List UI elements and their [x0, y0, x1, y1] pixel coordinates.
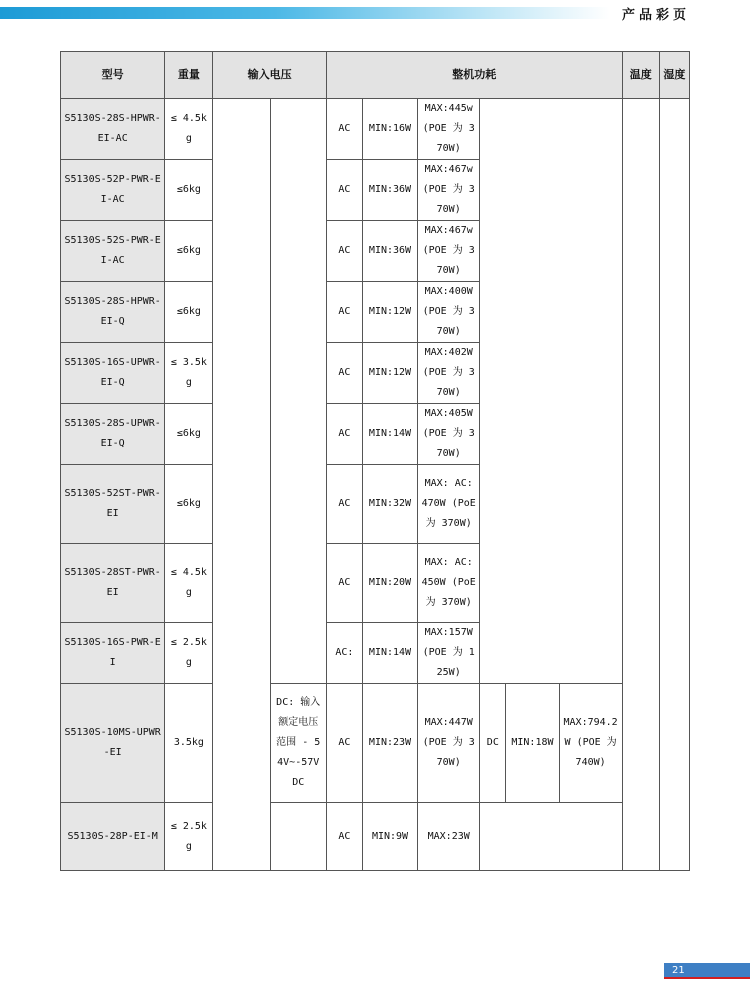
header-title: 产品彩页: [622, 8, 691, 23]
model-cell: S5130S-28S-HPWR-EI-AC: [61, 99, 165, 160]
model-cell: S5130S-16S-PWR-EI: [61, 623, 165, 684]
max-cell: MAX:400W (POE 为 370W): [418, 282, 480, 343]
model-cell: S5130S-52ST-PWR-EI: [61, 465, 165, 544]
dc-cell: DC: [480, 684, 506, 803]
weight-cell: ≤6kg: [165, 282, 213, 343]
max-cell: MAX:467w (POE 为 370W): [418, 221, 480, 282]
ac-cell: AC: [326, 465, 362, 544]
max-cell: MAX:402W (POE 为 370W): [418, 343, 480, 404]
model-cell: S5130S-28P-EI-M: [61, 803, 165, 871]
table-row: [61, 803, 690, 871]
weight-cell: ≤6kg: [165, 160, 213, 221]
model-cell: S5130S-52P-PWR-EI-AC: [61, 160, 165, 221]
ac-cell: AC:: [326, 623, 362, 684]
weight-cell: ≤6kg: [165, 465, 213, 544]
model-cell: S5130S-16S-UPWR-EI-Q: [61, 343, 165, 404]
page-number: 21: [664, 963, 750, 979]
weight-cell: ≤ 2.5kg: [165, 623, 213, 684]
max-cell: MAX:447W (POE 为 370W): [418, 684, 480, 803]
dc-power-blank: [480, 803, 622, 871]
ac-cell: AC: [326, 160, 362, 221]
max-cell: MAX:157W (POE 为 125W): [418, 623, 480, 684]
humidity-blank: [659, 99, 689, 871]
table-row: [61, 684, 690, 803]
header-model: 型号: [61, 52, 165, 99]
weight-cell: ≤6kg: [165, 404, 213, 465]
max-cell: MAX:23W: [418, 803, 480, 871]
weight-cell: ≤ 3.5kg: [165, 343, 213, 404]
ac-cell: AC: [326, 282, 362, 343]
min-cell: MIN:9W: [362, 803, 417, 871]
max-cell: MAX:445w (POE 为 370W): [418, 99, 480, 160]
min-cell: MIN:23W: [362, 684, 417, 803]
min-cell: MIN:12W: [362, 282, 417, 343]
dc-input-cell: DC: 输入额定电压范围 - 54V~-57V DC: [270, 684, 326, 803]
temperature-blank: [622, 99, 659, 871]
header-weight: 重量: [165, 52, 213, 99]
dc-input-blank: [270, 99, 326, 684]
ac-cell: AC: [326, 221, 362, 282]
min-cell: MIN:14W: [362, 404, 417, 465]
ac-cell: AC: [326, 99, 362, 160]
input-voltage-blank: [213, 99, 270, 871]
model-cell: S5130S-28ST-PWR-EI: [61, 544, 165, 623]
min-cell: MIN:20W: [362, 544, 417, 623]
model-cell: S5130S-28S-HPWR-EI-Q: [61, 282, 165, 343]
max-cell: MAX: AC: 470W (PoE 为 370W): [418, 465, 480, 544]
max-cell: MAX:405W (POE 为 370W): [418, 404, 480, 465]
ac-cell: AC: [326, 404, 362, 465]
header-input-voltage: 输入电压: [213, 52, 326, 99]
table-row: [61, 99, 690, 160]
min-cell: MIN:36W: [362, 221, 417, 282]
weight-cell: ≤ 2.5kg: [165, 803, 213, 871]
header-gradient-bar: [0, 7, 610, 19]
header-power: 整机功耗: [326, 52, 622, 99]
max-cell: MAX:467w (POE 为 370W): [418, 160, 480, 221]
min-cell: MIN:36W: [362, 160, 417, 221]
min-cell: MIN:32W: [362, 465, 417, 544]
dc-input-blank: [270, 803, 326, 871]
header-temperature: 温度: [622, 52, 659, 99]
ac-cell: AC: [326, 343, 362, 404]
model-cell: S5130S-52S-PWR-EI-AC: [61, 221, 165, 282]
dc-max-cell: MAX:794.2W (POE 为 740W): [559, 684, 622, 803]
min-cell: MIN:12W: [362, 343, 417, 404]
ac-cell: AC: [326, 684, 362, 803]
header-humidity: 湿度: [659, 52, 689, 99]
weight-cell: ≤6kg: [165, 221, 213, 282]
ac-cell: AC: [326, 803, 362, 871]
ac-cell: AC: [326, 544, 362, 623]
weight-cell: 3.5kg: [165, 684, 213, 803]
spec-table: [60, 51, 690, 871]
max-cell: MAX: AC: 450W (PoE 为 370W): [418, 544, 480, 623]
dc-power-blank: [480, 99, 622, 684]
model-cell: S5130S-28S-UPWR-EI-Q: [61, 404, 165, 465]
min-cell: MIN:16W: [362, 99, 417, 160]
weight-cell: ≤ 4.5kg: [165, 99, 213, 160]
model-cell: S5130S-10MS-UPWR-EI: [61, 684, 165, 803]
weight-cell: ≤ 4.5kg: [165, 544, 213, 623]
dc-min-cell: MIN:18W: [506, 684, 559, 803]
min-cell: MIN:14W: [362, 623, 417, 684]
table-header-row: [61, 52, 690, 99]
